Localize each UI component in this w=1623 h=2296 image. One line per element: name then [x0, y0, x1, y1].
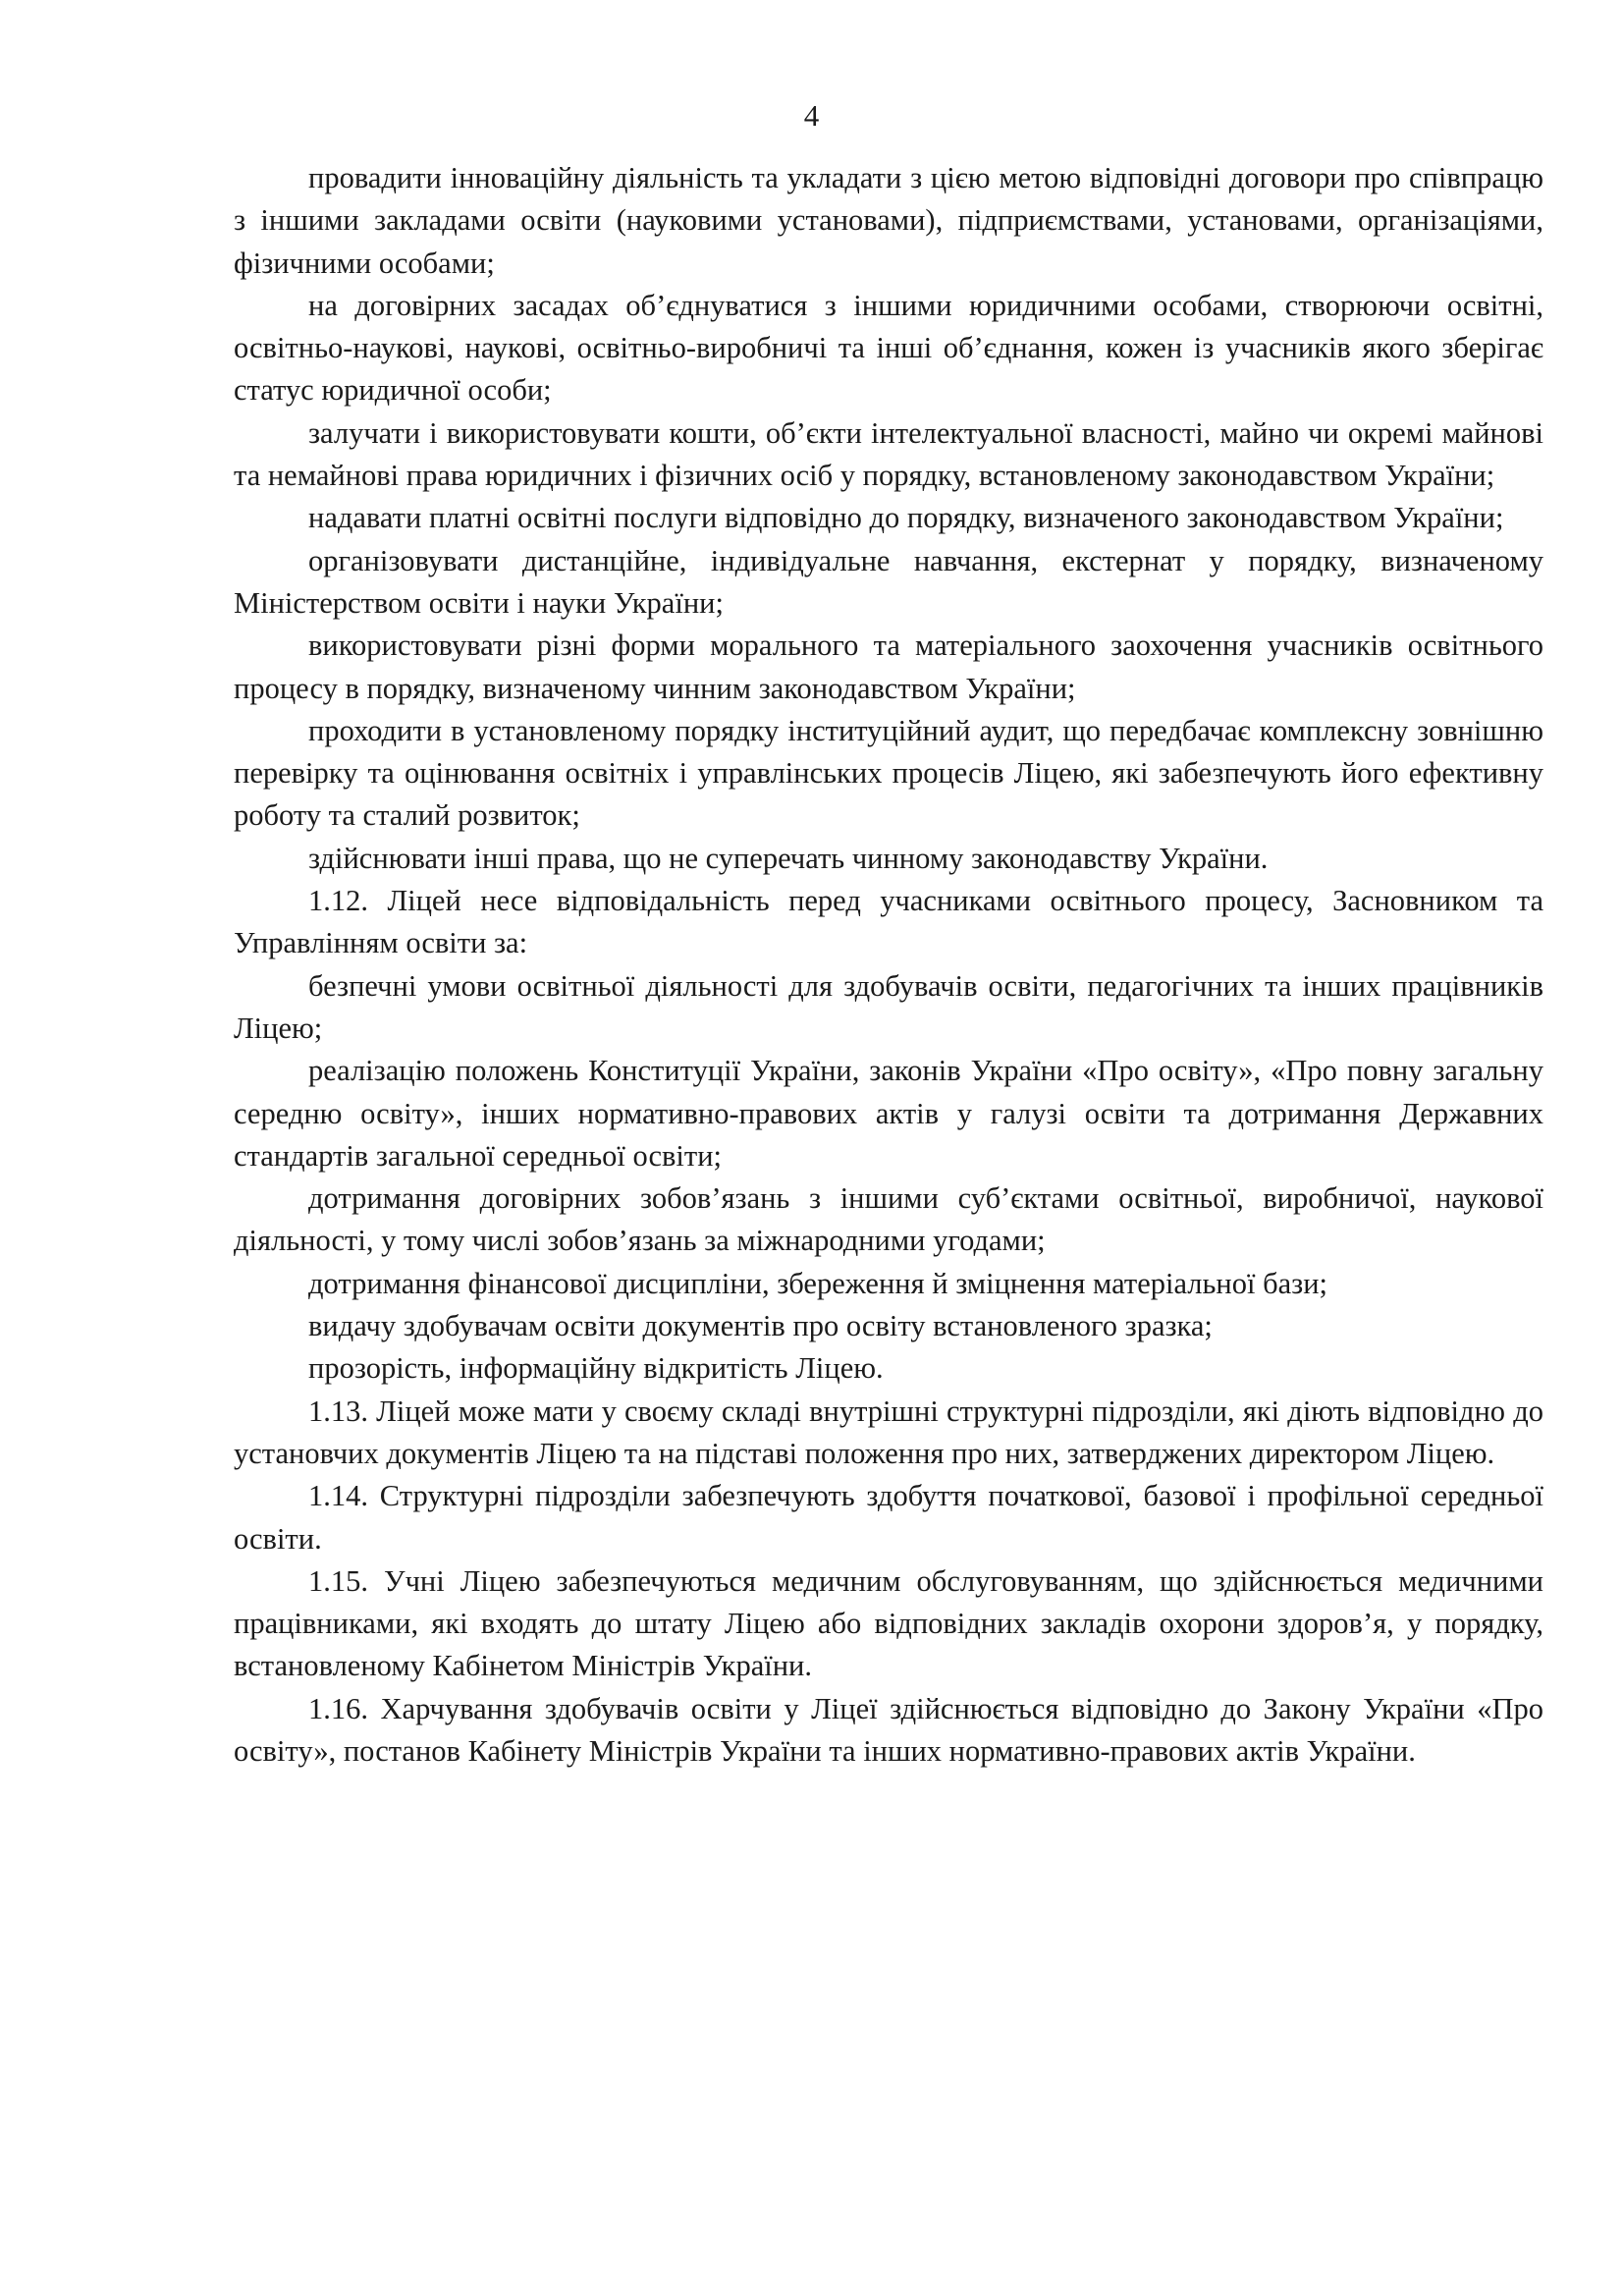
paragraph-institutional-audit: проходити в установленому порядку інституційний аудит, що передбачає комплексну зовнішню перевірку та оцінювання освітніх і управлінських процесів Ліцею, які забезпечують його ефективну роботу та сталий розвиток;: [234, 713, 1543, 833]
paragraph-section-1-12: 1.12. Ліцей несе відповідальність перед учасниками освітнього процесу, Засновником та Управлінням освіти за:: [234, 884, 1543, 960]
page-number: 4: [803, 98, 820, 133]
paragraph-distance-learning: організовувати дистанційне, індивідуальне навчання, екстернат у порядку, визначеному Міністерством освіти і науки України;: [234, 543, 1543, 620]
paragraph-safe-conditions: безпечні умови освітньої діяльності для здобувачів освіти, педагогічних та інших працівників Ліцею;: [234, 968, 1543, 1045]
paragraph-constitution-laws: реалізацію положень Конституції України, законів України «Про освіту», «Про повну загальну середню освіту», інших нормативно-правових актів у галузі освіти та дотримання Державних стандартів загальної середньої освіти;: [234, 1054, 1543, 1173]
paragraph-contract-obligations: дотримання договірних зобов’язань з іншими суб’єктами освітньої, виробничої, наукової діяльності, у тому числі зобов’язань за міжнародними угодами;: [234, 1181, 1543, 1258]
paragraph-section-1-14: 1.14. Структурні підрозділи забезпечують здобуття початкової, базової і профільної середньої освіти.: [234, 1479, 1543, 1556]
paragraph-innovation-activity: провадити інноваційну діяльність та укладати з цією метою відповідні договори про співпрацю з іншими закладами освіти (науковими установами), підприємствами, установами, організаціями, фізичними особами;: [234, 161, 1543, 280]
paragraph-section-1-13: 1.13. Ліцей може мати у своєму складі внутрішні структурні підрозділи, які діють відповідно до установчих документів Ліцею та на підставі положення про них, затверджених директором Ліцею.: [234, 1394, 1543, 1470]
paragraph-attract-funds: залучати і використовувати кошти, об’єкти інтелектуальної власності, майно чи окремі майнові та немайнові права юридичних і фізичних осіб у порядку, встановленому законодавством України;: [234, 415, 1543, 493]
paragraph-merge-legal-entities: на договірних засадах об’єднуватися з іншими юридичними особами, створюючи освітні, освітньо-наукові, наукові, освітньо-виробничі та інші об’єднання, кожен із учасників якого зберігає статус юридичної особи;: [234, 288, 1543, 408]
document-body: [234, 157, 1543, 1773]
paragraph-financial-discipline: дотримання фінансової дисципліни, збереження й зміцнення матеріальної бази;: [308, 1266, 1327, 1300]
paragraph-transparency: прозорість, інформаційну відкритість Ліцею.: [308, 1351, 884, 1386]
paragraph-section-1-15: 1.15. Учні Ліцею забезпечуються медичним обслуговуванням, що здійснюється медичними працівниками, які входять до штату Ліцею або відповідних закладів охорони здоров’я, у порядку, встановленому Кабінетом Міністрів України.: [234, 1563, 1543, 1683]
paragraph-paid-services: надавати платні освітні послуги відповідно до порядку, визначеного законодавством України;: [308, 501, 1504, 535]
paragraph-incentives: використовувати різні форми морального та матеріального заохочення учасників освітнього процесу в порядку, визначеному чинним законодавством України;: [234, 629, 1543, 705]
paragraph-other-rights: здійснювати інші права, що не суперечать чинному законодавству України.: [308, 841, 1269, 875]
paragraph-section-1-16: 1.16. Харчування здобувачів освіти у Ліцеї здійснюється відповідно до Закону України «Про освіту», постанов Кабінету Міністрів України та інших нормативно-правових актів України.: [234, 1691, 1543, 1768]
paragraph-education-documents: видачу здобувачам освіти документів про освіту встановленого зразка;: [308, 1309, 1213, 1343]
